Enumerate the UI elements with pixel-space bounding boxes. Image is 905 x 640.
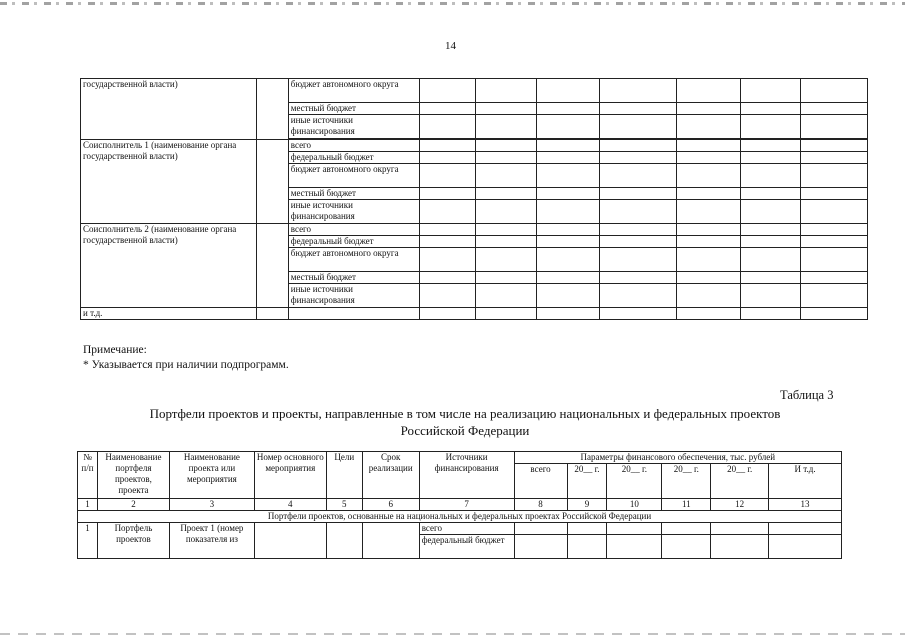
- note-text: * Указывается при наличии подпрограмм.: [83, 359, 289, 371]
- column-number: 3: [169, 499, 254, 511]
- column-number: 4: [254, 499, 326, 511]
- table-row: [78, 523, 842, 535]
- note-title: Примечание:: [83, 344, 147, 356]
- table-title: Портфели проектов и проекты, направленные в том числе на реализацию национальных и федеральных проектов Российской Федерации: [149, 406, 781, 438]
- header-etc: И т.д.: [769, 464, 842, 499]
- header-total: всего: [514, 464, 567, 499]
- executor-cell: государственной власти): [81, 79, 257, 140]
- column-number: 6: [362, 499, 419, 511]
- source-cell: местный бюджет: [288, 272, 419, 284]
- co-executor-1-cell: Соисполнитель 1 (наименование органа государственной власти): [81, 140, 257, 224]
- section-row: [78, 511, 842, 523]
- co-executor-2-cell: Соисполнитель 2 (наименование органа государственной власти): [81, 224, 257, 308]
- column-number: 7: [419, 499, 514, 511]
- source-cell: федеральный бюджет: [288, 236, 419, 248]
- source-cell: иные источники финансирования: [288, 284, 419, 308]
- header-num: № п/п: [78, 452, 98, 499]
- column-number: 9: [567, 499, 607, 511]
- column-number: 10: [607, 499, 662, 511]
- funding-table-continued: [80, 78, 868, 320]
- source-cell: всего: [288, 140, 419, 152]
- header-year: 20__ г.: [662, 464, 711, 499]
- portfolio-cell: Портфель проектов: [97, 523, 169, 559]
- table-label: Таблица 3: [780, 388, 834, 402]
- table-header-row: [78, 452, 842, 464]
- header-params: Параметры финансового обеспечения, тыс. рублей: [514, 452, 841, 464]
- table-row: [81, 79, 868, 103]
- source-cell: местный бюджет: [288, 103, 419, 115]
- project-cell: Проект 1 (номер показателя из: [169, 523, 254, 559]
- header-project: Наименование проекта или мероприятия: [169, 452, 254, 499]
- source-cell: иные источники финансирования: [288, 115, 419, 139]
- column-number-row: [78, 499, 842, 511]
- source-cell: федеральный бюджет: [419, 535, 514, 559]
- header-year: 20__ г.: [567, 464, 607, 499]
- source-cell: бюджет автономного округа: [288, 164, 419, 188]
- column-number: 1: [78, 499, 98, 511]
- column-number: 8: [514, 499, 567, 511]
- column-number: 11: [662, 499, 711, 511]
- source-cell: бюджет автономного округа: [288, 79, 419, 103]
- header-sources: Источники финансирования: [419, 452, 514, 499]
- header-portfolio: Наименование портфеля проектов, проекта: [97, 452, 169, 499]
- source-cell: бюджет автономного округа: [288, 248, 419, 272]
- table-row: [81, 224, 868, 236]
- source-cell: местный бюджет: [288, 188, 419, 200]
- column-number: 2: [97, 499, 169, 511]
- header-goals: Цели: [326, 452, 362, 499]
- column-number: 5: [326, 499, 362, 511]
- source-cell: иные источники финансирования: [288, 200, 419, 224]
- source-cell: федеральный бюджет: [288, 152, 419, 164]
- table-row: [81, 140, 868, 152]
- row-num: 1: [78, 523, 98, 559]
- etc-cell: и т.д.: [81, 308, 257, 320]
- project-portfolio-table: [77, 451, 842, 559]
- column-number: 13: [769, 499, 842, 511]
- header-year: 20__ г.: [607, 464, 662, 499]
- header-number: Номер основного мероприятия: [254, 452, 326, 499]
- section-title: Портфели проектов, основанные на национальных и федеральных проектах Российской Федерации: [78, 511, 842, 523]
- header-year: 20__ г.: [711, 464, 769, 499]
- table-row: [81, 308, 868, 320]
- column-number: 12: [711, 499, 769, 511]
- source-cell: всего: [419, 523, 514, 535]
- scan-edge-top: [0, 2, 905, 5]
- source-cell: всего: [288, 224, 419, 236]
- header-term: Срок реализации: [362, 452, 419, 499]
- scan-edge-bottom: [0, 633, 905, 635]
- page-number: 14: [445, 40, 456, 52]
